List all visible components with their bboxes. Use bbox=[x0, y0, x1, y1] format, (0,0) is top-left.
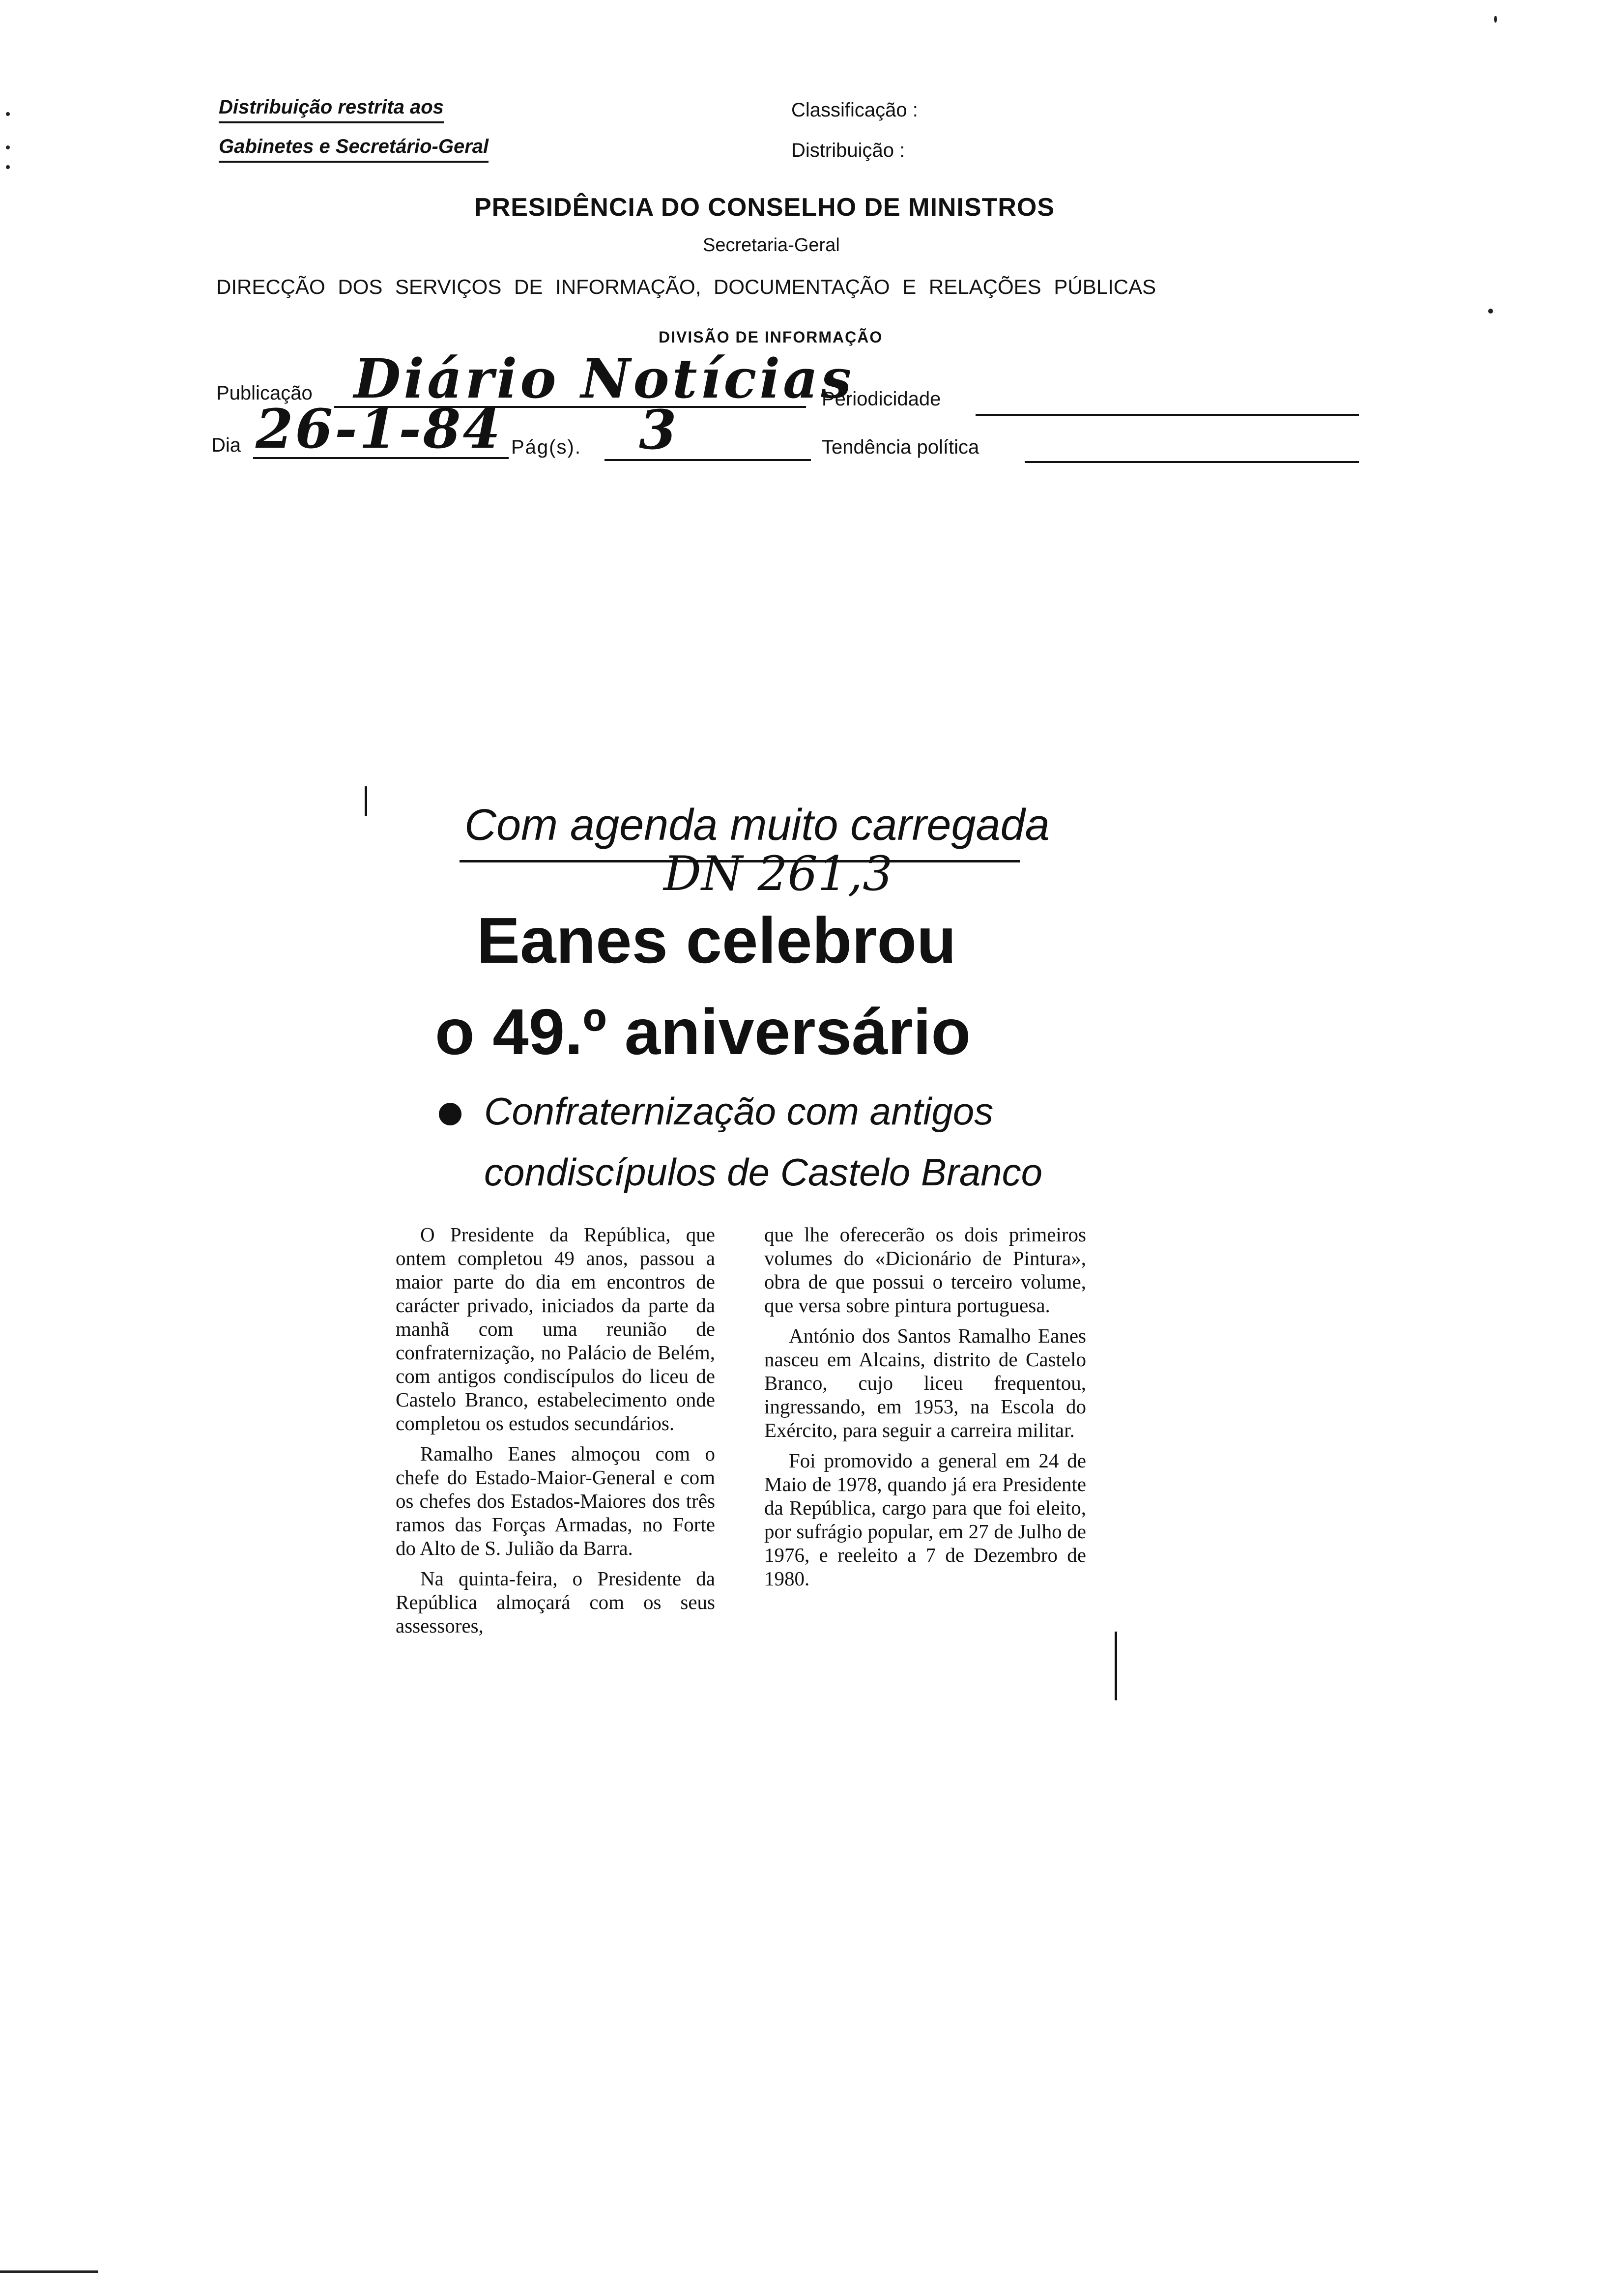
publicacao-handwritten-value: Diário Notícias bbox=[354, 347, 855, 410]
scan-speck bbox=[1488, 309, 1493, 314]
publicacao-label: Publicação bbox=[216, 382, 313, 404]
pags-label: Pág(s). bbox=[511, 436, 581, 458]
tendencia-politica-line bbox=[1025, 461, 1359, 463]
handwritten-reference: DN 261,3 bbox=[663, 846, 893, 901]
periodicidade-label: Periodicidade bbox=[822, 388, 941, 410]
dia-handwritten-value: 26-1-84 bbox=[256, 397, 502, 460]
distribution-restriction-line1: Distribuição restrita aos bbox=[219, 96, 444, 123]
classificacao-label: Classificação : bbox=[791, 99, 918, 121]
pags-handwritten-value: 3 bbox=[639, 398, 677, 461]
col2-paragraph-2: António dos Santos Ramalho Eanes nasceu em Alcains, distrito de Castelo Branco, cujo liceu frequentou, ingressando, em 1953, na Escola do Exército, para seguir a carreira militar. bbox=[764, 1324, 1086, 1441]
column-margin-mark bbox=[1115, 1632, 1117, 1700]
article-column-2 bbox=[764, 1223, 1086, 1597]
scan-speck bbox=[6, 165, 10, 169]
direccao-servicos-line: DIRECÇÃO DOS SERVIÇOS DE INFORMAÇÃO, DOCUMENTAÇÃO E RELAÇÕES PÚBLICAS bbox=[216, 275, 1156, 298]
scan-speck bbox=[6, 112, 10, 116]
clipping-edge-mark bbox=[365, 786, 367, 816]
col2-paragraph-3: Foi promovido a general em 24 de Maio de 1978, quando já era Presidente da República, cargo para que foi eleito, por sufrágio popular, em 27 de Julho de 1976, e reeleito a 7 de Dezembro de 1980. bbox=[764, 1449, 1086, 1590]
headline-line2: o 49.º aniversário bbox=[435, 996, 971, 1068]
deck-line2: condiscípulos de Castelo Branco bbox=[484, 1150, 1042, 1194]
col1-paragraph-2: Ramalho Eanes almoçou com o chefe do Estado-Maior-General e com os chefes dos Estados-Maiores dos três ramos das Forças Armadas, no Forte do Alto de S. Julião da Barra. bbox=[396, 1442, 715, 1559]
presidencia-title: PRESIDÊNCIA DO CONSELHO DE MINISTROS bbox=[474, 193, 1055, 222]
deck-bullet-icon bbox=[439, 1103, 461, 1125]
dia-label: Dia bbox=[211, 434, 241, 456]
scan-edge-artifact bbox=[0, 2270, 98, 2278]
col1-paragraph-3: Na quinta-feira, o Presidente da República almoçará com os seus assessores, bbox=[396, 1567, 715, 1637]
secretaria-geral-subtitle: Secretaria-Geral bbox=[703, 235, 840, 256]
article-column-1 bbox=[396, 1223, 715, 1644]
distribuicao-label: Distribuição : bbox=[791, 140, 905, 161]
divisao-informacao: DIVISÃO DE INFORMAÇÃO bbox=[659, 328, 883, 346]
tendencia-politica-label: Tendência política bbox=[822, 436, 979, 458]
periodicidade-line bbox=[976, 414, 1359, 416]
col2-paragraph-1: que lhe oferecerão os dois primeiros volumes do «Dicionário de Pintura», obra de que possui o terceiro volume, que versa sobre pintura portuguesa. bbox=[764, 1223, 1086, 1317]
article-kicker: Com agenda muito carregada bbox=[464, 801, 1050, 850]
dia-underline bbox=[253, 457, 509, 459]
pags-underline bbox=[604, 459, 811, 461]
distribution-restriction-line2: Gabinetes e Secretário-Geral bbox=[219, 136, 489, 163]
col1-paragraph-1: O Presidente da República, que ontem completou 49 anos, passou a maior parte do dia em encontros de carácter privado, iniciados da parte da manhã com uma reunião de confraternização, no Palácio de Belém, com antigos condiscípulos do liceu de Castelo Branco, estabelecimento onde completou os estudos secundários. bbox=[396, 1223, 715, 1435]
scan-speck bbox=[6, 145, 10, 149]
scan-speck bbox=[1494, 16, 1497, 23]
deck-line1: Confraternização com antigos bbox=[484, 1090, 994, 1133]
headline-line1: Eanes celebrou bbox=[477, 904, 956, 976]
